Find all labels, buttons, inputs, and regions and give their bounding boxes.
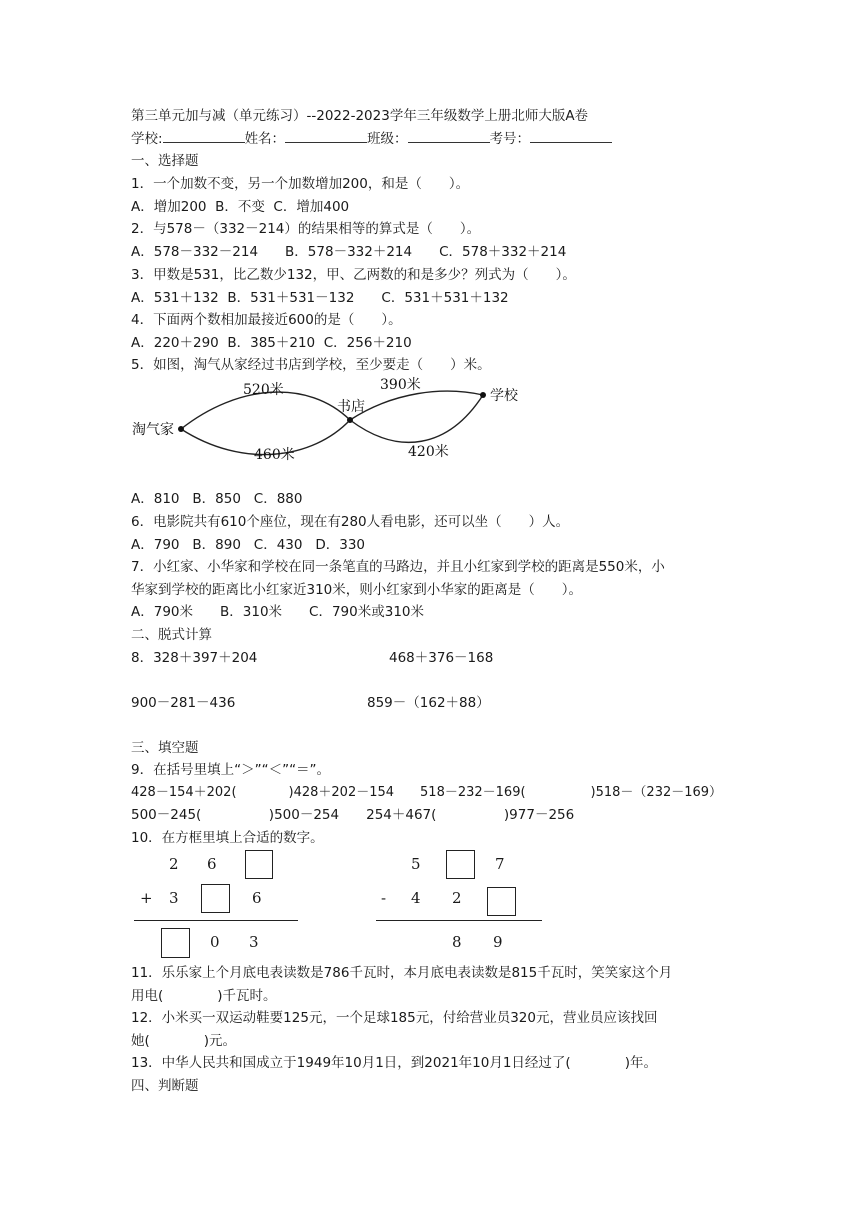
section4-heading: 四、判断题 xyxy=(131,1078,199,1094)
add-box-r1-ones[interactable] xyxy=(245,850,273,879)
school-label: 学校: xyxy=(131,131,163,147)
question-7-options: A．790米 B．310米 C．790米或310米 xyxy=(131,604,424,620)
question-5-options: A．810 B．850 C．880 xyxy=(131,491,303,507)
sub-operator: - xyxy=(381,889,387,907)
home-label: 淘气家 xyxy=(132,422,174,438)
top-right-distance: 390米 xyxy=(380,377,421,393)
question-12-line2: 她( )元。 xyxy=(131,1033,237,1049)
route-diagram xyxy=(128,374,548,470)
sub-box-r1-tens[interactable] xyxy=(446,850,475,879)
question-2: 2．与578－（332－214）的结果相等的算式是（ ）。 xyxy=(131,221,481,237)
top-left-distance: 520米 xyxy=(243,382,284,398)
question-9-row2: 500－245( )500－254 254＋467( )977－256 xyxy=(131,807,575,823)
add-r2-hundreds: 3 xyxy=(169,889,179,907)
question-7-line1: 7．小红家、小华家和学校在同一条笔直的马路边，并且小红家到学校的距离是550米，小 xyxy=(131,559,665,575)
sub-difference-line xyxy=(376,920,542,921)
sub-r2-tens: 2 xyxy=(452,889,462,907)
name-label: 姓名： xyxy=(244,131,286,147)
question-3: 3．甲数是531，比乙数少132，甲、乙两数的和是多少？列式为（ ）。 xyxy=(131,267,576,283)
sub-box-r2-ones[interactable] xyxy=(487,887,516,916)
add-r1-tens: 6 xyxy=(207,855,217,873)
school-blank[interactable] xyxy=(163,128,245,143)
sub-r2-hundreds: 4 xyxy=(411,889,421,907)
add-operator: + xyxy=(140,889,153,907)
home-point xyxy=(178,426,184,432)
school-label-fig: 学校 xyxy=(490,388,518,404)
question-8c: 900－281－436 xyxy=(131,695,236,711)
question-8d: 859－（162＋88） xyxy=(367,695,490,711)
section1-heading: 一、选择题 xyxy=(131,153,199,169)
add-r2-ones: 6 xyxy=(252,889,262,907)
add-r1-hundreds: 2 xyxy=(169,855,179,873)
question-9-row1: 428－154＋202( )428＋202－154 518－232－169( )518－（232－169） xyxy=(131,785,723,800)
question-5: 5．如图，淘气从家经过书店到学校，至少要走（ ）米。 xyxy=(131,357,491,373)
bottom-right-distance: 420米 xyxy=(408,444,449,460)
section2-heading: 二、脱式计算 xyxy=(131,627,212,643)
exam-no-blank[interactable] xyxy=(530,128,612,143)
sub-r1-ones: 7 xyxy=(495,855,505,873)
question-1: 1．一个加数不变，另一个加数增加200，和是（ ）。 xyxy=(131,176,470,192)
class-blank[interactable] xyxy=(408,128,490,143)
add-box-r2-tens[interactable] xyxy=(201,884,230,913)
school-point xyxy=(480,392,486,398)
add-r3-ones: 3 xyxy=(249,933,259,951)
question-13: 13．中华人民共和国成立于1949年10月1日，到2021年10月1日经过了( )年。 xyxy=(131,1055,657,1071)
add-sum-line xyxy=(134,920,298,921)
store-point xyxy=(347,417,353,423)
question-7-line2: 华家到学校的距离比小红家近310米，则小红家到小华家的距离是（ ）。 xyxy=(131,582,583,598)
section3-heading: 三、填空题 xyxy=(131,740,199,756)
route-bottom-right xyxy=(350,395,483,442)
question-6: 6．电影院共有610个座位，现在有280人看电影，还可以坐（ ）人。 xyxy=(131,514,570,530)
question-8a: 8．328＋397＋204 xyxy=(131,650,258,666)
question-9: 9．在括号里填上“＞”“＜”“＝”。 xyxy=(131,762,331,778)
store-label: 书店 xyxy=(337,399,365,415)
sub-r3-tens: 8 xyxy=(452,933,462,951)
question-3-options: A．531＋132 B．531＋531－132 C．531＋531＋132 xyxy=(131,290,509,306)
sub-r1-hundreds: 5 xyxy=(411,855,421,873)
question-8b: 468＋376－168 xyxy=(389,650,494,666)
question-2-options: A．578－332－214 B．578－332＋214 C．578＋332＋214 xyxy=(131,244,567,260)
question-1-options: A．增加200 B．不变 C．增加400 xyxy=(131,199,350,215)
question-10: 10．在方框里填上合适的数字。 xyxy=(131,830,324,846)
sub-r3-ones: 9 xyxy=(493,933,503,951)
question-6-options: A．790 B．890 C．430 D．330 xyxy=(131,537,366,553)
add-r3-tens: 0 xyxy=(210,933,220,951)
class-label: 班级： xyxy=(367,131,408,147)
question-12-line1: 12．小米买一双运动鞋要125元，一个足球185元，付给营业员320元，营业员应该找回 xyxy=(131,1010,658,1026)
question-4-options: A．220＋290 B．385＋210 C．256＋210 xyxy=(131,335,412,351)
page-title: 第三单元加与减（单元练习）--2022-2023学年三年级数学上册北师大版A卷 xyxy=(131,108,589,124)
exam-no-label: 考号： xyxy=(489,131,531,147)
name-blank[interactable] xyxy=(285,128,367,143)
add-box-r3-hundreds[interactable] xyxy=(161,928,190,958)
bottom-left-distance: 460米 xyxy=(254,447,295,463)
route-top-right xyxy=(350,391,483,420)
question-11-line2: 用电( )千瓦时。 xyxy=(131,988,277,1004)
student-info-line xyxy=(131,128,612,149)
question-4: 4．下面两个数相加最接近600的是（ ）。 xyxy=(131,312,402,328)
question-11-line1: 11．乐乐家上个月底电表读数是786千瓦时，本月底电表读数是815千瓦时，笑笑家这个月 xyxy=(131,965,673,981)
